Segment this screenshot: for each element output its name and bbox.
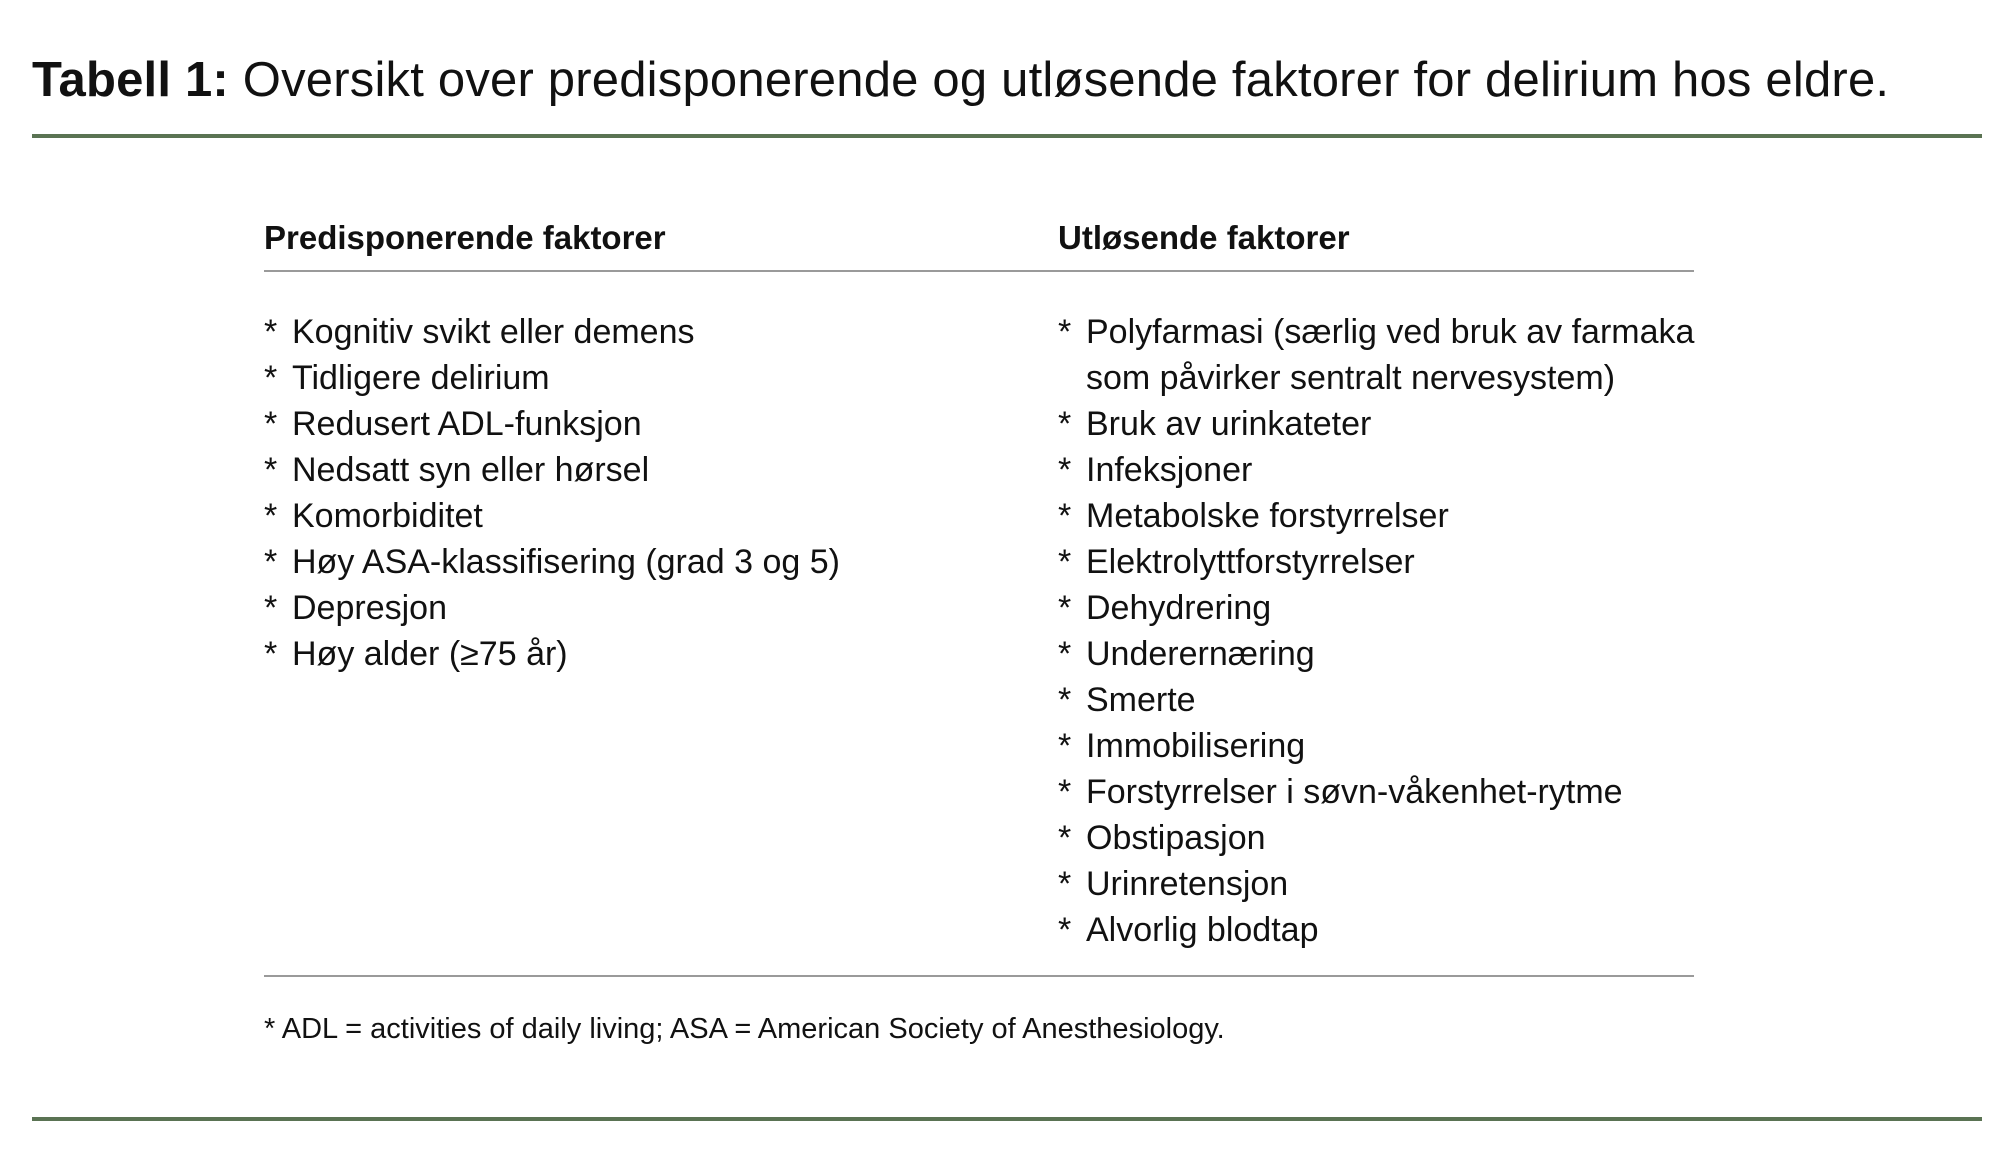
list-item: * Depresjon <box>264 585 840 631</box>
list-item: * Smerte <box>1058 677 1694 723</box>
list-item: * Metabolske forstyrrelser <box>1058 493 1694 539</box>
list-item: * Dehydrering <box>1058 585 1694 631</box>
top-divider <box>32 134 1982 138</box>
list-item: * Elektrolyttforstyrrelser <box>1058 539 1694 585</box>
list-item-continuation: som påvirker sentralt nervesystem) <box>1086 359 1616 397</box>
bottom-divider <box>32 1117 1982 1121</box>
column-header-triggering: Utløsende faktorer <box>1058 219 1350 256</box>
list-item: * Alvorlig blodtap <box>1058 907 1694 953</box>
list-item: * Høy ASA-klassifisering (grad 3 og 5) <box>264 539 840 585</box>
footer-divider <box>264 975 1694 977</box>
list-item: * Immobilisering <box>1058 723 1694 769</box>
list-item: * Komorbiditet <box>264 493 840 539</box>
table-title-label: Tabell 1: <box>32 53 229 107</box>
list-item: * Bruk av urinkateter <box>1058 401 1694 447</box>
list-item: * Høy alder (≥75 år) <box>264 631 840 677</box>
predisposing-factors-list <box>264 309 840 677</box>
list-item: * Kognitiv svikt eller demens <box>264 309 840 355</box>
column-header-predisposing: Predisponerende faktorer <box>264 219 666 256</box>
table-title-text: Oversikt over predisponerende og utløsende faktorer for delirium hos eldre. <box>242 53 1890 107</box>
list-item: * Obstipasjon <box>1058 815 1694 861</box>
list-item: * Nedsatt syn eller hørsel <box>264 447 840 493</box>
list-item: * Infeksjoner <box>1058 447 1694 493</box>
table-title <box>32 50 1889 110</box>
list-item: * Polyfarmasi (særlig ved bruk av farmaka <box>1058 309 1694 355</box>
table-footnote: * ADL = activities of daily living; ASA = American Society of Anesthesiology. <box>264 1013 1225 1045</box>
list-item: * Urinretensjon <box>1058 861 1694 907</box>
list-item: * Tidligere delirium <box>264 355 840 401</box>
list-item: * Underernæring <box>1058 631 1694 677</box>
list-item: * Redusert ADL-funksjon <box>264 401 840 447</box>
header-divider <box>264 270 1694 272</box>
triggering-factors-list <box>1058 309 1694 953</box>
list-item: * Forstyrrelser i søvn-våkenhet-rytme <box>1058 769 1694 815</box>
